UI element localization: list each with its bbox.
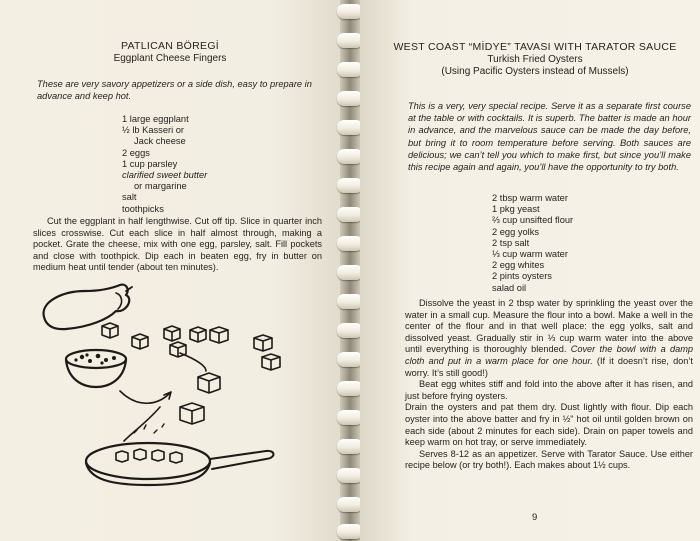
instructions-paragraph: Beat egg whites stiff and fold into the above after it has risen, and just before frying oysters. <box>405 379 693 401</box>
ingredient-item: 1 cup parsley <box>122 158 178 169</box>
eggplant-cooking-illustration <box>30 283 290 503</box>
recipe-intro: These are very savory appetizers or a side dish, easy to prepare in advance and keep hot. <box>37 79 312 102</box>
ingredient-item: 1 large eggplant <box>122 114 189 124</box>
ingredient-item: salad oil <box>492 282 527 293</box>
emphasis-text: Cover the bowl with a damp cloth and put in a warm place for one hour. <box>405 344 693 366</box>
ingredient-list <box>492 193 573 294</box>
ingredient-item: ⅓ cup warm water <box>492 249 568 260</box>
recipe-title: PATLICAN BÖREGİ <box>120 40 220 52</box>
recipe-subtitle: Turkish Fried Oysters <box>487 54 583 65</box>
frying-pan-icon <box>86 443 210 479</box>
eggplant-icon <box>44 285 130 330</box>
ingredient-item: 2 eggs <box>122 147 150 158</box>
instructions-paragraph: Cut the eggplant in half lengthwise. Cut off tip. Slice in quarter inch slices crosswise. Cut each slice in half almost through, making a pocket. Grate the cheese, mix with one egg, parsley, salt. Fill pockets and close with toothpick. Dip each in beaten egg, fry in butter on medium heat until tender (about ten minutes). <box>33 216 322 273</box>
ingredient-item: Jack cheese <box>134 136 186 147</box>
left-page <box>0 0 340 541</box>
ingredient-item: 2 tsp salt <box>492 237 530 248</box>
ingredient-item: ½ lb Kasseri or <box>122 125 185 136</box>
ingredient-item: 2 tbsp warm water <box>492 193 568 203</box>
ingredient-list <box>122 114 207 215</box>
ingredient-item: 2 egg yolks <box>492 226 540 237</box>
right-page <box>360 0 700 541</box>
recipe-subtitle: Eggplant Cheese Fingers <box>113 53 227 64</box>
ingredient-item: 2 pints oysters <box>492 271 552 282</box>
instructions-paragraph: Serves 8-12 as an appetizer. Serve with Tarator Sauce. Use either recipe below (or try both!). Each makes about 1½ cups. <box>405 448 693 471</box>
ingredient-item: ⅔ cup unsifted flour <box>492 215 574 226</box>
recipe-subtitle-note: (Using Pacific Oysters instead of Mussels) <box>441 66 629 77</box>
ingredient-item: 1 pkg yeast <box>492 204 540 215</box>
instructions-paragraph: Dissolve the yeast in 2 tbsp water by sprinkling the yeast over the water in a small cup. Measure the flour into a bowl. Make a well in the center of the flour and in that well place: the egg yolks, salt and dissolved yeast. Gradually stir in ⅓ cup warm water into the above until everything is thoroughly blended. Cover the bowl with a damp cloth and put in a warm place for one hour. (If it doesn’t rise, don’t worry. It’s still good!) <box>405 298 693 378</box>
ingredient-item: toothpicks <box>122 203 164 214</box>
recipe-instructions <box>405 298 693 472</box>
recipe-title: WEST COAST “MİDYE” TAVASI WITH TARATOR SAUCE <box>393 41 677 53</box>
page-number: 9 <box>532 512 538 523</box>
ingredient-item: clarified sweet butter <box>122 170 208 181</box>
cheese-cubes <box>102 323 280 424</box>
instructions-paragraph: Drain the oysters and pat them dry. Dust lightly with flour. Dip each oyster into the above batter and fry in ½" hot oil until golden brown on each side (about 2 minutes for each side). Drain on paper towels and keep warm on hot tray, or serve immediately. <box>405 402 693 448</box>
ingredient-item: salt <box>122 192 137 203</box>
frying-pieces <box>116 449 182 463</box>
recipe-intro: This is a very, very special recipe. Serve it as a separate first course at the table or with cocktails. It is superb. The batter is made an hour in advance, and the marvelous sauce can be made the day before, but bring it to room temperature before serving. Both sauces are delicious; we can’t tell you which to make first, but since you’ll make this recipe again and again, you’ll have the opportunity to try both. <box>408 101 691 173</box>
recipe-instructions <box>33 216 322 274</box>
ingredient-item: or margarine <box>134 181 187 192</box>
ingredient-item: 2 egg whites <box>492 260 545 271</box>
